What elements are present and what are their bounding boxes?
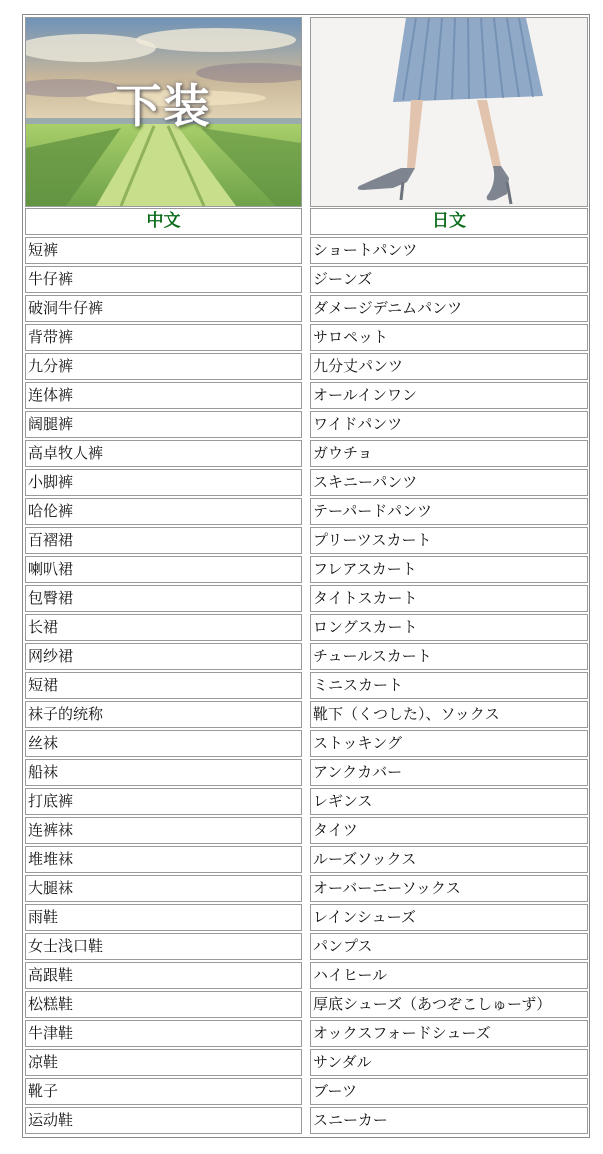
row-japanese: フレアスカート [310, 556, 588, 583]
row-chinese: 破洞牛仔裤 [25, 295, 302, 322]
row-chinese: 短裤 [25, 237, 302, 264]
row-chinese: 雨鞋 [25, 904, 302, 931]
row-japanese: ロングスカート [310, 614, 588, 641]
row-japanese: タイトスカート [310, 585, 588, 612]
row-chinese: 短裙 [25, 672, 302, 699]
row-japanese: 靴下（くつした）、ソックス [310, 701, 588, 728]
header-japanese: 日文 [310, 208, 588, 235]
row-japanese: タイツ [310, 817, 588, 844]
row-chinese: 小脚裤 [25, 469, 302, 496]
row-chinese: 九分裤 [25, 353, 302, 380]
banner-image [25, 17, 302, 207]
row-japanese: ジーンズ [310, 266, 588, 293]
row-chinese: 网纱裙 [25, 643, 302, 670]
row-chinese: 阔腿裤 [25, 411, 302, 438]
row-chinese: 大腿袜 [25, 875, 302, 902]
row-japanese: サンダル [310, 1049, 588, 1076]
row-chinese: 连裤袜 [25, 817, 302, 844]
row-japanese: 厚底シューズ（あつぞこしゅーず） [310, 991, 588, 1018]
row-japanese: ミニスカート [310, 672, 588, 699]
row-chinese: 喇叭裙 [25, 556, 302, 583]
banner-title: 下装 [115, 79, 212, 133]
row-chinese: 运动鞋 [25, 1107, 302, 1134]
row-japanese: チュールスカート [310, 643, 588, 670]
row-japanese: ブーツ [310, 1078, 588, 1105]
row-japanese: ショートパンツ [310, 237, 588, 264]
row-japanese: ダメージデニムパンツ [310, 295, 588, 322]
row-japanese: レギンス [310, 788, 588, 815]
row-japanese: オーバーニーソックス [310, 875, 588, 902]
row-japanese: オックスフォードシューズ [310, 1020, 588, 1047]
row-chinese: 哈伦裤 [25, 498, 302, 525]
vocabulary-table [22, 14, 590, 1138]
row-japanese: サロペット [310, 324, 588, 351]
skirt-photo [310, 17, 588, 207]
row-chinese: 包臀裙 [25, 585, 302, 612]
row-chinese: 女士浅口鞋 [25, 933, 302, 960]
row-chinese: 背带裤 [25, 324, 302, 351]
row-japanese: パンプス [310, 933, 588, 960]
row-chinese: 船袜 [25, 759, 302, 786]
row-chinese: 凉鞋 [25, 1049, 302, 1076]
row-chinese: 袜子的统称 [25, 701, 302, 728]
row-chinese: 百褶裙 [25, 527, 302, 554]
row-chinese: 松糕鞋 [25, 991, 302, 1018]
pleated-skirt-illustration [311, 18, 587, 206]
row-chinese: 连体裤 [25, 382, 302, 409]
row-japanese: ルーズソックス [310, 846, 588, 873]
row-japanese: アンクカバー [310, 759, 588, 786]
row-japanese: スニーカー [310, 1107, 588, 1134]
row-chinese: 长裙 [25, 614, 302, 641]
row-japanese: ハイヒール [310, 962, 588, 989]
row-japanese: ストッキング [310, 730, 588, 757]
row-chinese: 高跟鞋 [25, 962, 302, 989]
row-japanese: テーパードパンツ [310, 498, 588, 525]
row-chinese: 堆堆袜 [25, 846, 302, 873]
row-japanese: プリーツスカート [310, 527, 588, 554]
row-japanese: ガウチョ [310, 440, 588, 467]
row-chinese: 牛津鞋 [25, 1020, 302, 1047]
row-japanese: ワイドパンツ [310, 411, 588, 438]
row-japanese: レインシューズ [310, 904, 588, 931]
row-japanese: スキニーパンツ [310, 469, 588, 496]
row-chinese: 牛仔裤 [25, 266, 302, 293]
row-chinese: 丝袜 [25, 730, 302, 757]
row-chinese: 高卓牧人裤 [25, 440, 302, 467]
row-chinese: 靴子 [25, 1078, 302, 1105]
header-chinese: 中文 [25, 208, 302, 235]
row-chinese: 打底裤 [25, 788, 302, 815]
row-japanese: オールインワン [310, 382, 588, 409]
row-japanese: 九分丈パンツ [310, 353, 588, 380]
